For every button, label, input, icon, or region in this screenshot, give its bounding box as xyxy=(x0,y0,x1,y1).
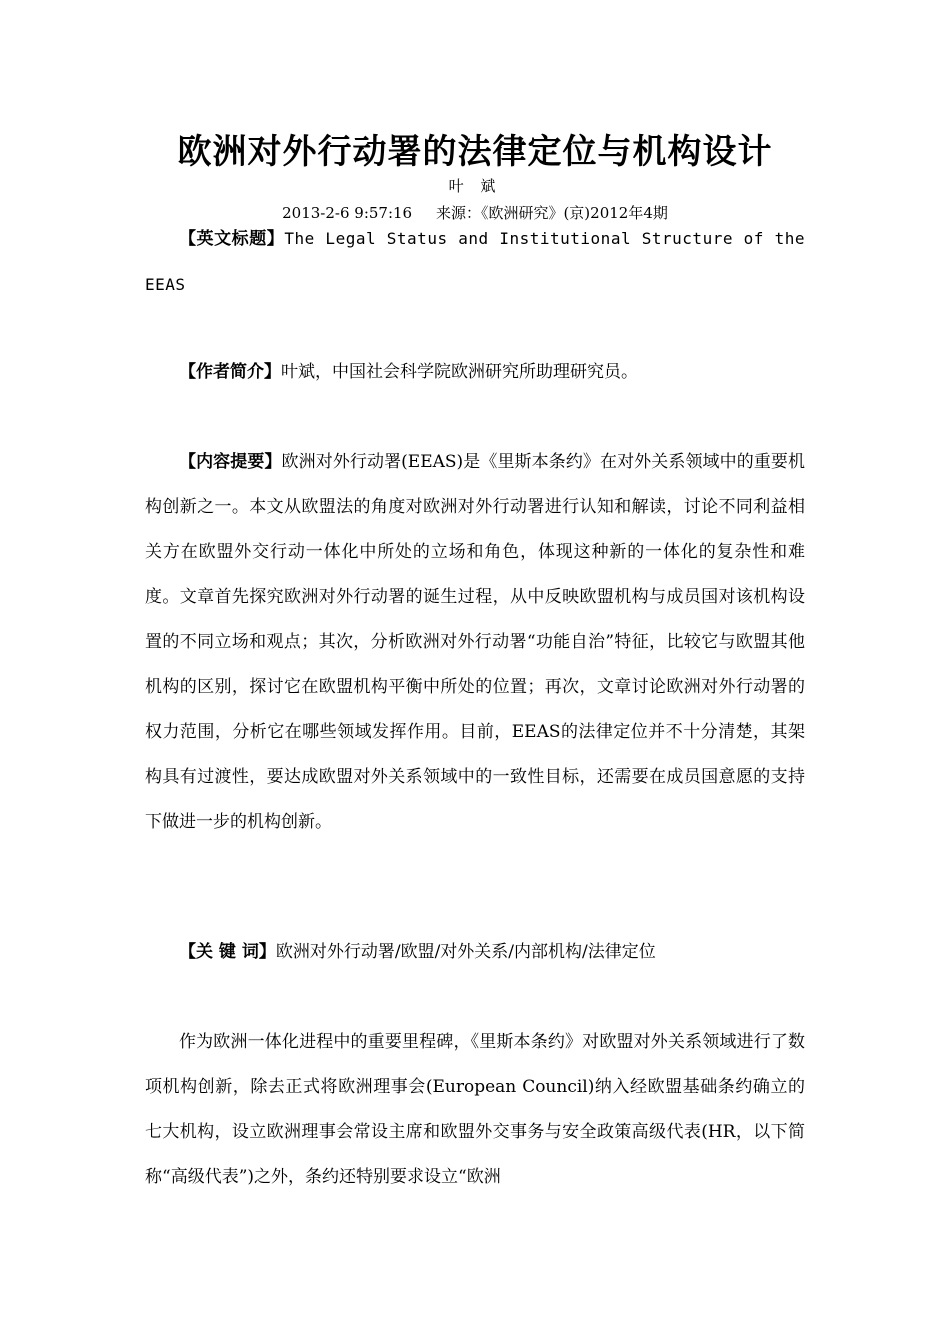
author-intro-paragraph xyxy=(145,350,805,395)
abstract-text: 欧洲对外行动署(EEAS)是《里斯本条约》在对外关系领域中的重要机构创新之一。本文从欧盟法的角度对欧洲对外行动署进行认知和解读，讨论不同利益相关方在欧盟外交行动一体化中所处的立场和角色，体现这种新的一体化的复杂性和难度。文章首先探究欧洲对外行动署的诞生过程，从中反映欧盟机构与成员国对该机构设置的不同立场和观点；其次，分析欧洲对外行动署“功能自治”特征，比较它与欧盟其他机构的区别，探讨它在欧盟机构平衡中所处的位置；再次，文章讨论欧洲对外行动署的权力范围，分析它在哪些领域发挥作用。目前，EEAS的法律定位并不十分清楚，其架构具有过渡性，要达成欧盟对外关系领域中的一致性目标，还需要在成员国意愿的支持下做进一步的机构创新。 xyxy=(145,452,805,832)
english-title-label: 【英文标题】 xyxy=(179,229,285,249)
keywords-paragraph xyxy=(145,930,805,975)
abstract-paragraph xyxy=(145,440,805,845)
document-meta: 2013-2-6 9:57:16 来源：《欧洲研究》(京)2012年4期 xyxy=(282,204,668,222)
document-author: 叶 斌 xyxy=(448,177,502,195)
body-paragraph: 作为欧洲一体化进程中的重要里程碑，《里斯本条约》对欧盟对外关系领域进行了数项机构创新，除去正式将欧洲理事会(European Council)纳入经欧盟基础条约确立的七大机构，设立欧洲理事会常设主席和欧盟外交事务与安全政策高级代表(HR，以下简称“高级代表”)之外，条约还特别要求设立“欧洲 xyxy=(145,1032,805,1187)
document-title: 欧洲对外行动署的法律定位与机构设计 xyxy=(177,132,773,172)
abstract-label: 【内容提要】 xyxy=(179,452,282,472)
author-intro-label: 【作者简介】 xyxy=(179,362,281,382)
english-title-text: The Legal Status and Institutional Structure of the EEAS xyxy=(145,229,806,294)
english-title-paragraph xyxy=(145,216,805,308)
keywords-text: 欧洲对外行动署/欧盟/对外关系/内部机构/法律定位 xyxy=(275,942,656,962)
keywords-label: 【关 键 词】 xyxy=(179,942,276,962)
author-intro-text: 叶斌，中国社会科学院欧洲研究所助理研究员。 xyxy=(281,362,638,382)
